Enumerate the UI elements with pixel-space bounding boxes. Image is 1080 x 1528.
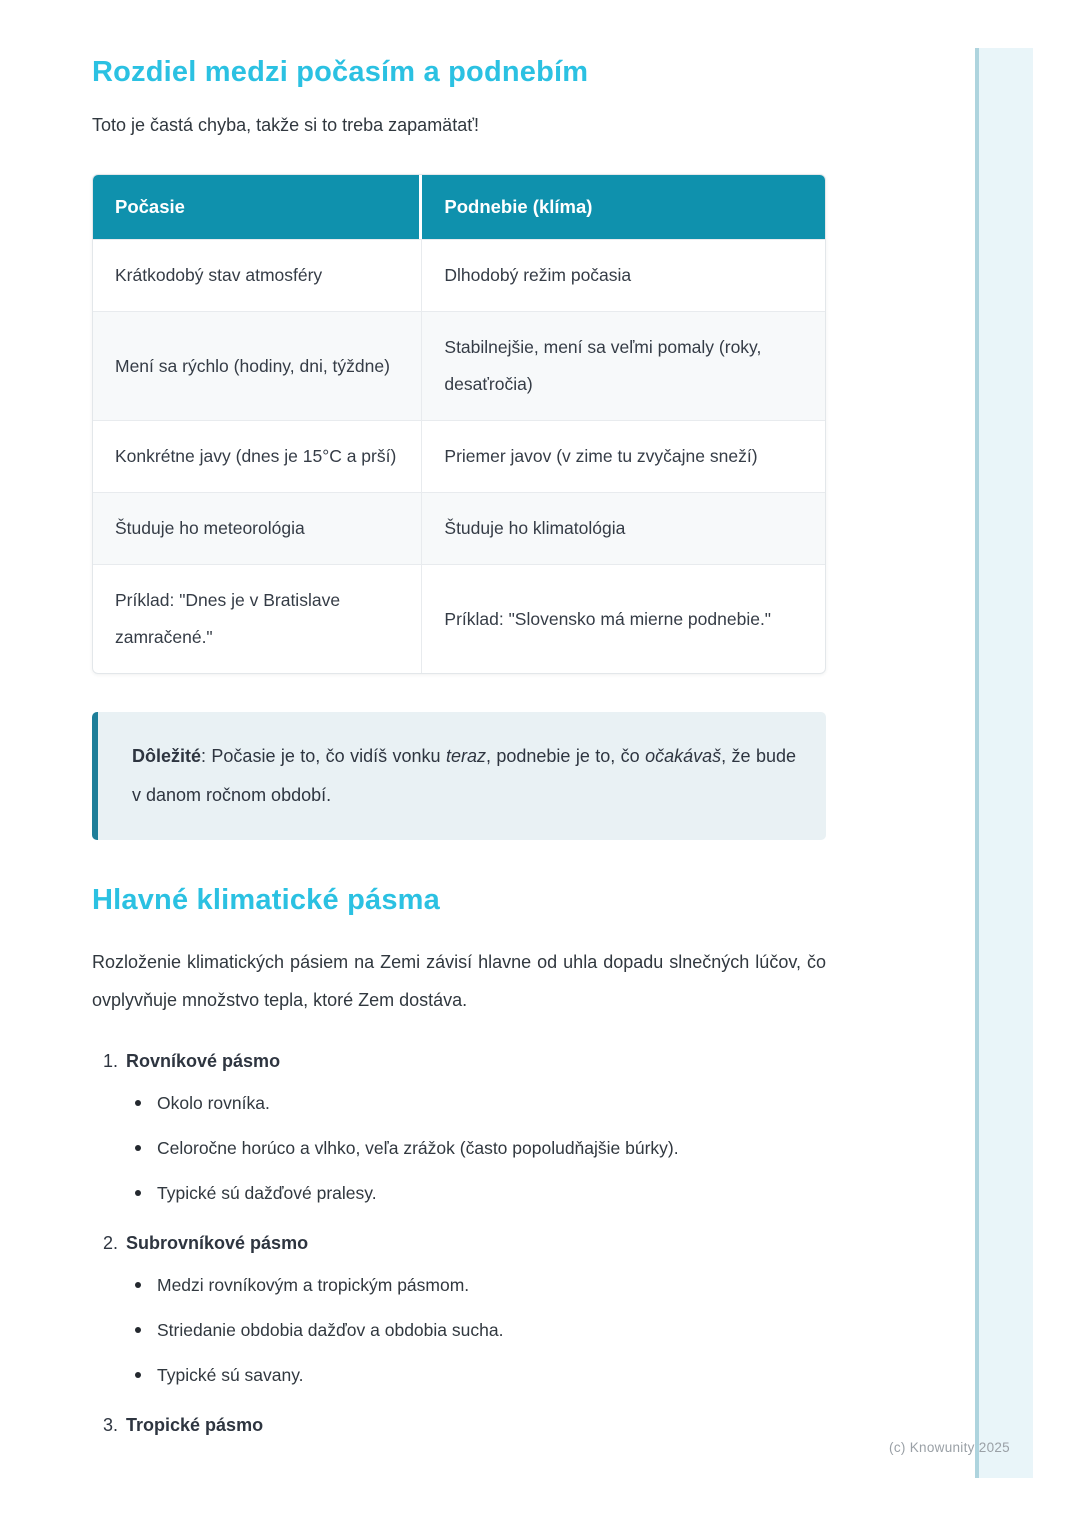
list-item (135, 1134, 826, 1162)
bullet-icon (135, 1145, 141, 1151)
document-content (92, 0, 826, 1436)
zone-bullet-list (92, 1089, 826, 1207)
bullet-icon (135, 1100, 141, 1106)
table-cell: Študuje ho meteorológia (93, 492, 422, 564)
table-row (93, 492, 825, 564)
section-title-weather-vs-climate: Rozdiel medzi počasím a podnebím (92, 56, 589, 88)
zone-number: 2. (103, 1233, 119, 1253)
callout-italic-word: teraz (445, 746, 486, 766)
bullet-icon (135, 1190, 141, 1196)
list-item (135, 1179, 826, 1207)
comparison-table-wrapper (92, 174, 826, 674)
table-row (93, 564, 825, 673)
zone-number: 3. (103, 1415, 119, 1435)
table-cell: Stabilnejšie, mení sa veľmi pomaly (roky, desaťročia) (422, 311, 825, 420)
callout-text: , že bude v danom ročnom období. (132, 746, 796, 805)
zone-title: Tropické pásmo (126, 1415, 264, 1435)
bullet-icon (135, 1282, 141, 1288)
section-intro-text: Toto je častá chyba, takže si to treba zapamätať! (92, 115, 479, 135)
climate-zones-list (92, 1051, 826, 1436)
table-cell: Priemer javov (v zime tu zvyčajne sneží) (422, 420, 825, 492)
list-item-text: Celoročne horúco a vlhko, veľa zrážok (často popoludňajšie búrky). (157, 1138, 679, 1158)
zone-item-subequatorial (92, 1233, 826, 1389)
copyright-watermark: (c) Knowunity 2025 (889, 1440, 1010, 1455)
table-header-weather: Počasie (93, 175, 422, 239)
list-item (135, 1089, 826, 1117)
table-cell: Dlhodobý režim počasia (422, 239, 825, 311)
table-cell: Konkrétne javy (dnes je 15°C a prší) (93, 420, 422, 492)
zone-heading (92, 1051, 826, 1072)
list-item-text: Typické sú savany. (157, 1365, 304, 1385)
list-item-text: Typické sú dažďové pralesy. (157, 1183, 377, 1203)
callout-italic-word: očakávaš (645, 746, 722, 766)
comparison-table (93, 175, 825, 673)
zone-item-equatorial (92, 1051, 826, 1207)
section-title-climate-zones: Hlavné klimatické pásma (92, 884, 440, 916)
zone-heading (92, 1233, 826, 1254)
bullet-icon (135, 1372, 141, 1378)
callout-text: , podnebie je to, čo (485, 746, 646, 766)
table-row (93, 420, 825, 492)
zone-title: Subrovníkové pásmo (126, 1233, 309, 1253)
climate-zones-intro: Rozloženie klimatických pásiem na Zemi závisí hlavne od uhla dopadu slnečných lúčov, čo ovplyvňuje množstvo tepla, ktoré Zem dostáva. (92, 952, 826, 1010)
list-item-text: Okolo rovníka. (157, 1093, 270, 1113)
callout-text: : Počasie je to, čo vidíš vonku (201, 746, 446, 766)
zone-title: Rovníkové pásmo (126, 1051, 281, 1071)
callout-label: Dôležité (132, 746, 202, 766)
table-row (93, 239, 825, 311)
zone-number: 1. (103, 1051, 119, 1071)
list-item-text: Medzi rovníkovým a tropickým pásmom. (157, 1275, 470, 1295)
zone-bullet-list (92, 1271, 826, 1389)
page-edge-strip (975, 48, 1033, 1478)
list-item-text: Striedanie obdobia dažďov a obdobia sucha. (157, 1320, 504, 1340)
list-item (135, 1361, 826, 1389)
table-header-climate: Podnebie (klíma) (422, 175, 825, 239)
list-item (135, 1316, 826, 1344)
bullet-icon (135, 1327, 141, 1333)
table-row (93, 311, 825, 420)
important-callout (92, 712, 826, 840)
list-item (135, 1271, 826, 1299)
table-cell: Príklad: "Slovensko má mierne podnebie." (422, 564, 825, 673)
table-cell: Študuje ho klimatológia (422, 492, 825, 564)
table-header-row (93, 175, 825, 239)
zone-heading (92, 1415, 826, 1436)
zone-item-tropical (92, 1415, 826, 1436)
table-cell: Krátkodobý stav atmosféry (93, 239, 422, 311)
table-cell: Mení sa rýchlo (hodiny, dni, týždne) (93, 311, 422, 420)
table-cell: Príklad: "Dnes je v Bratislave zamračené." (93, 564, 422, 673)
